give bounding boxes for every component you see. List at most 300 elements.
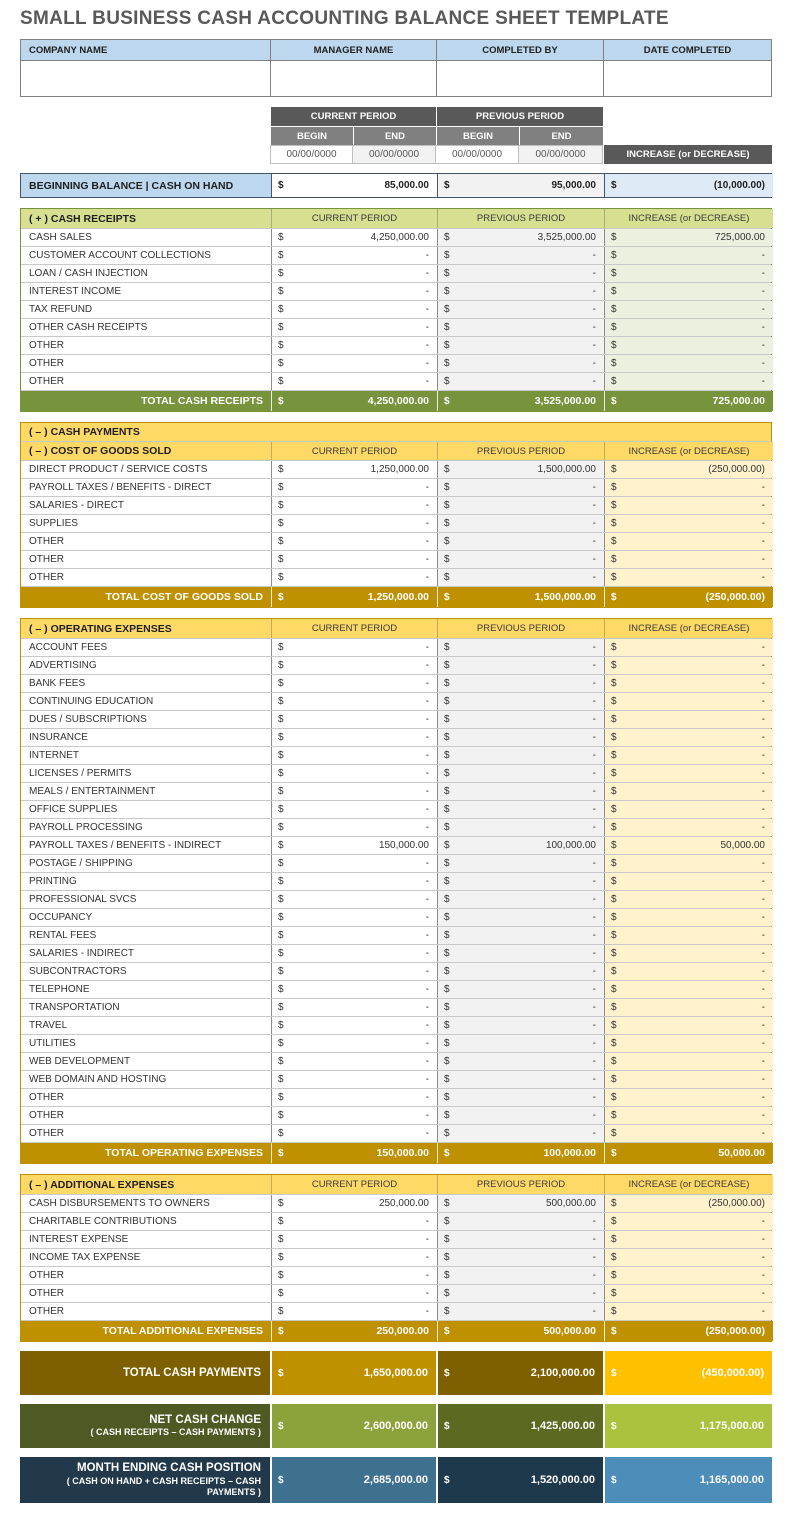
currency-symbol: $	[444, 1110, 450, 1121]
increase-decrease-cell[interactable]	[604, 999, 773, 1016]
section-header-row	[21, 441, 771, 460]
increase-decrease-cell[interactable]	[604, 479, 773, 496]
currency-symbol: $	[611, 768, 617, 779]
increase-decrease-cell[interactable]	[604, 1303, 773, 1320]
previous-period-cell[interactable]	[437, 657, 604, 674]
current-period-cell[interactable]	[271, 891, 437, 908]
amount: 50,000.00	[718, 1147, 765, 1159]
line-item-row	[21, 1248, 771, 1266]
line-item-label: PROFESSIONAL SVCS	[21, 891, 271, 908]
previous-period-cell[interactable]	[437, 301, 604, 318]
previous-period-cell[interactable]	[437, 693, 604, 710]
previous-period-cell[interactable]	[437, 1303, 604, 1320]
amount: -	[761, 1128, 765, 1139]
currency-symbol: $	[611, 948, 617, 959]
line-item-label: INTEREST INCOME	[21, 283, 271, 300]
previous-period-cell[interactable]	[437, 747, 604, 764]
currency-symbol: $	[278, 1020, 284, 1031]
amount: -	[592, 1038, 596, 1049]
increase-decrease-cell[interactable]	[604, 569, 773, 586]
increase-decrease-cell[interactable]	[604, 873, 773, 890]
increase-decrease-cell[interactable]	[604, 927, 773, 944]
current-period-cell[interactable]	[271, 945, 437, 962]
previous-period-cell[interactable]	[437, 711, 604, 728]
current-period-cell[interactable]	[271, 999, 437, 1016]
previous-period-cell[interactable]	[437, 461, 604, 478]
currency-symbol: $	[278, 322, 284, 333]
current-period-cell[interactable]	[271, 1213, 437, 1230]
increase-decrease-cell[interactable]	[604, 319, 773, 336]
increase-decrease-cell[interactable]	[604, 693, 773, 710]
summary-label: MONTH ENDING CASH POSITION	[76, 1462, 261, 1475]
currency-symbol: $	[444, 1420, 450, 1432]
amount: -	[425, 984, 429, 995]
previous-period-cell[interactable]	[437, 1249, 604, 1266]
current-period-cell[interactable]	[271, 765, 437, 782]
current-period-cell[interactable]	[271, 747, 437, 764]
currency-symbol: $	[444, 1288, 450, 1299]
line-item-row	[21, 764, 771, 782]
currency-symbol: $	[278, 1092, 284, 1103]
currency-symbol: $	[444, 642, 450, 653]
amount: -	[425, 696, 429, 707]
amount: 1,250,000.00	[367, 591, 429, 603]
previous-begin-date-field[interactable]: 00/00/0000	[436, 145, 519, 164]
previous-period-column-header: PREVIOUS PERIOD	[437, 209, 604, 228]
currency-symbol: $	[611, 518, 617, 529]
line-item-label: TAX REFUND	[21, 301, 271, 318]
currency-symbol: $	[444, 572, 450, 583]
amount: (10,000.00)	[713, 180, 765, 191]
previous-period-cell[interactable]	[437, 551, 604, 568]
currency-symbol: $	[278, 768, 284, 779]
previous-period-column-header: PREVIOUS PERIOD	[437, 619, 604, 638]
increase-decrease-cell[interactable]	[604, 909, 773, 926]
period-spacer	[20, 126, 270, 145]
current-period-cell[interactable]	[271, 1195, 437, 1212]
previous-period-cell[interactable]	[437, 855, 604, 872]
currency-symbol: $	[278, 750, 284, 761]
previous-period-cell[interactable]	[437, 729, 604, 746]
increase-decrease-cell[interactable]	[604, 963, 773, 980]
previous-period-cell[interactable]	[437, 533, 604, 550]
currency-symbol: $	[444, 1002, 450, 1013]
company-name-field[interactable]	[21, 61, 270, 96]
line-item-row	[21, 836, 771, 854]
amount: 250,000.00	[376, 1325, 429, 1337]
currency-symbol: $	[278, 1288, 284, 1299]
amount: -	[592, 358, 596, 369]
previous-period-cell[interactable]	[437, 479, 604, 496]
amount: -	[592, 268, 596, 279]
amount: -	[592, 912, 596, 923]
line-item-row	[21, 674, 771, 692]
line-item-row	[21, 354, 771, 372]
current-period-column-header: CURRENT PERIOD	[271, 1175, 437, 1194]
increase-decrease-cell[interactable]	[604, 981, 773, 998]
previous-period-cell[interactable]	[437, 945, 604, 962]
previous-period-cell[interactable]	[437, 1017, 604, 1034]
previous-period-cell[interactable]	[437, 765, 604, 782]
increase-decrease-header: INCREASE (or DECREASE)	[604, 145, 772, 164]
current-period-cell[interactable]	[271, 229, 437, 246]
current-period-cell[interactable]	[271, 1053, 437, 1070]
previous-period-cell[interactable]	[437, 497, 604, 514]
increase-decrease-cell[interactable]	[604, 747, 773, 764]
increase-decrease-cell[interactable]	[604, 639, 773, 656]
previous-period-cell[interactable]	[437, 355, 604, 372]
company-name-header: COMPANY NAME	[21, 40, 270, 60]
increase-decrease-cell[interactable]	[604, 783, 773, 800]
current-period-cell[interactable]	[271, 801, 437, 818]
total-previous-cell	[437, 1321, 604, 1341]
increase-decrease-cell[interactable]	[604, 891, 773, 908]
line-item-label: OTHER	[21, 337, 271, 354]
increase-decrease-cell[interactable]	[604, 301, 773, 318]
currency-symbol: $	[444, 232, 450, 243]
current-period-cell[interactable]	[271, 1071, 437, 1088]
increase-decrease-cell[interactable]	[604, 497, 773, 514]
current-period-cell[interactable]	[271, 1107, 437, 1124]
line-item-row	[21, 336, 771, 354]
currency-symbol: $	[278, 966, 284, 977]
previous-period-cell[interactable]	[437, 1089, 604, 1106]
amount: -	[592, 876, 596, 887]
previous-period-cell[interactable]	[437, 1231, 604, 1248]
increase-decrease-cell[interactable]	[604, 1053, 773, 1070]
current-period-cell[interactable]	[271, 981, 437, 998]
currency-symbol: $	[444, 786, 450, 797]
current-period-cell[interactable]	[271, 1267, 437, 1284]
amount: -	[592, 1216, 596, 1227]
current-period-cell[interactable]	[271, 265, 437, 282]
previous-period-cell[interactable]	[437, 1035, 604, 1052]
currency-symbol: $	[611, 1474, 617, 1486]
current-period-cell[interactable]	[271, 657, 437, 674]
summary-increase-cell	[605, 1404, 772, 1448]
manager-name-field[interactable]	[270, 61, 436, 96]
current-period-cell[interactable]	[271, 355, 437, 372]
increase-decrease-cell[interactable]	[604, 1107, 773, 1124]
previous-period-cell[interactable]	[437, 675, 604, 692]
currency-symbol: $	[444, 1216, 450, 1227]
line-item-row	[21, 656, 771, 674]
currency-symbol: $	[444, 536, 450, 547]
company-info-header-row	[21, 40, 771, 60]
currency-symbol: $	[611, 1038, 617, 1049]
currency-symbol: $	[611, 1002, 617, 1013]
increase-decrease-cell[interactable]	[604, 1285, 773, 1302]
currency-symbol: $	[611, 250, 617, 261]
increase-decrease-cell[interactable]	[604, 765, 773, 782]
increase-decrease-cell[interactable]	[604, 657, 773, 674]
previous-period-cell[interactable]	[437, 1213, 604, 1230]
previous-period-cell[interactable]	[437, 1107, 604, 1124]
previous-period-cell[interactable]	[437, 963, 604, 980]
current-period-cell[interactable]	[271, 533, 437, 550]
current-period-cell[interactable]	[271, 675, 437, 692]
previous-period-cell[interactable]	[437, 265, 604, 282]
completed-by-field[interactable]	[436, 61, 603, 96]
currency-symbol: $	[278, 858, 284, 869]
current-period-cell[interactable]	[271, 1017, 437, 1034]
currency-symbol: $	[611, 786, 617, 797]
increase-decrease-cell[interactable]	[604, 675, 773, 692]
current-period-cell[interactable]	[271, 873, 437, 890]
currency-symbol: $	[278, 1234, 284, 1245]
current-begin-date-field[interactable]: 00/00/0000	[270, 145, 353, 164]
current-period-cell[interactable]	[271, 319, 437, 336]
amount: -	[425, 500, 429, 511]
increase-decrease-cell[interactable]	[604, 337, 773, 354]
current-period-cell[interactable]	[271, 461, 437, 478]
increase-decrease-cell[interactable]	[604, 837, 773, 854]
amount: -	[425, 858, 429, 869]
line-item-label: PAYROLL TAXES / BENEFITS - DIRECT	[21, 479, 271, 496]
currency-symbol: $	[444, 1474, 450, 1486]
current-period-cell[interactable]	[271, 927, 437, 944]
increase-decrease-cell[interactable]	[604, 1249, 773, 1266]
previous-period-cell[interactable]	[437, 337, 604, 354]
currency-symbol: $	[444, 1038, 450, 1049]
increase-decrease-cell[interactable]	[604, 283, 773, 300]
line-item-label: TELEPHONE	[21, 981, 271, 998]
previous-period-cell[interactable]	[437, 873, 604, 890]
currency-symbol: $	[611, 930, 617, 941]
line-item-row	[21, 926, 771, 944]
current-period-cell[interactable]	[271, 1231, 437, 1248]
currency-symbol: $	[444, 1092, 450, 1103]
current-period-cell[interactable]	[271, 1125, 437, 1142]
previous-period-cell[interactable]	[437, 283, 604, 300]
current-period-cell[interactable]	[271, 479, 437, 496]
currency-symbol: $	[278, 912, 284, 923]
currency-symbol: $	[278, 930, 284, 941]
amount: -	[761, 1234, 765, 1245]
amount: 2,685,000.00	[363, 1474, 428, 1486]
period-dates-row	[20, 145, 772, 164]
amount: -	[592, 930, 596, 941]
amount: -	[425, 1234, 429, 1245]
increase-decrease-cell[interactable]	[604, 819, 773, 836]
section-total-row	[21, 1320, 771, 1341]
currency-symbol: $	[444, 804, 450, 815]
line-item-label: CASH SALES	[21, 229, 271, 246]
line-item-row	[21, 890, 771, 908]
line-item-row	[21, 460, 771, 478]
currency-symbol: $	[611, 1092, 617, 1103]
previous-period-cell[interactable]	[437, 639, 604, 656]
previous-period-cell[interactable]	[437, 801, 604, 818]
amount: -	[761, 894, 765, 905]
currency-symbol: $	[444, 1056, 450, 1067]
currency-symbol: $	[611, 732, 617, 743]
current-period-cell[interactable]	[271, 337, 437, 354]
current-period-cell[interactable]	[271, 569, 437, 586]
previous-period-cell[interactable]	[437, 819, 604, 836]
beginning-balance-previous-cell[interactable]	[437, 174, 604, 197]
current-period-cell[interactable]	[271, 783, 437, 800]
increase-decrease-cell[interactable]	[604, 711, 773, 728]
previous-period-cell[interactable]	[437, 1053, 604, 1070]
previous-period-cell[interactable]	[437, 837, 604, 854]
line-item-row	[21, 962, 771, 980]
current-period-cell[interactable]	[271, 551, 437, 568]
currency-symbol: $	[278, 1216, 284, 1227]
current-period-cell[interactable]	[271, 301, 437, 318]
previous-period-cell[interactable]	[437, 319, 604, 336]
line-item-row	[21, 692, 771, 710]
increase-decrease-cell[interactable]	[604, 1213, 773, 1230]
summary-label: TOTAL CASH PAYMENTS	[122, 1366, 261, 1379]
previous-period-cell[interactable]	[437, 1125, 604, 1142]
increase-decrease-cell[interactable]	[604, 265, 773, 282]
amount: -	[592, 678, 596, 689]
increase-decrease-cell[interactable]	[604, 1231, 773, 1248]
amount: -	[425, 876, 429, 887]
increase-decrease-cell[interactable]	[604, 355, 773, 372]
increase-decrease-cell[interactable]	[604, 461, 773, 478]
currency-symbol: $	[444, 1020, 450, 1031]
amount: -	[761, 1056, 765, 1067]
current-period-cell[interactable]	[271, 497, 437, 514]
increase-decrease-cell[interactable]	[604, 247, 773, 264]
increase-decrease-cell[interactable]	[604, 729, 773, 746]
increase-decrease-cell[interactable]	[604, 1089, 773, 1106]
summary-label-cell	[20, 1457, 270, 1503]
current-end-header: END	[353, 126, 436, 145]
current-period-cell[interactable]	[271, 693, 437, 710]
increase-decrease-cell[interactable]	[604, 533, 773, 550]
period-title-row	[20, 107, 772, 126]
current-period-cell[interactable]	[271, 1285, 437, 1302]
current-period-cell[interactable]	[271, 247, 437, 264]
increase-decrease-cell[interactable]	[604, 855, 773, 872]
line-item-row	[21, 568, 771, 586]
previous-period-cell[interactable]	[437, 515, 604, 532]
amount: -	[761, 376, 765, 387]
currency-symbol: $	[444, 518, 450, 529]
increase-decrease-cell[interactable]	[604, 1017, 773, 1034]
previous-period-cell[interactable]	[437, 1071, 604, 1088]
current-period-cell[interactable]	[271, 855, 437, 872]
current-period-cell[interactable]	[271, 729, 437, 746]
amount: -	[425, 678, 429, 689]
previous-period-cell[interactable]	[437, 783, 604, 800]
currency-symbol: $	[611, 1020, 617, 1031]
currency-symbol: $	[611, 180, 617, 191]
date-completed-field[interactable]	[603, 61, 771, 96]
amount: -	[592, 536, 596, 547]
current-period-cell[interactable]	[271, 1035, 437, 1052]
line-item-row	[21, 818, 771, 836]
previous-period-cell[interactable]	[437, 229, 604, 246]
current-end-date-field[interactable]: 00/00/0000	[353, 145, 436, 164]
line-item-row	[21, 800, 771, 818]
previous-end-header: END	[519, 126, 603, 145]
increase-decrease-cell[interactable]	[604, 1125, 773, 1142]
line-item-row	[21, 228, 771, 246]
amount: -	[425, 1002, 429, 1013]
increase-decrease-cell[interactable]	[604, 229, 773, 246]
line-item-label: INCOME TAX EXPENSE	[21, 1249, 271, 1266]
previous-period-cell[interactable]	[437, 1267, 604, 1284]
amount: -	[592, 1092, 596, 1103]
increase-decrease-cell[interactable]	[604, 1071, 773, 1088]
increase-decrease-cell[interactable]	[604, 945, 773, 962]
amount: -	[761, 268, 765, 279]
increase-decrease-cell[interactable]	[604, 1195, 773, 1212]
previous-period-cell[interactable]	[437, 999, 604, 1016]
current-period-cell[interactable]	[271, 515, 437, 532]
increase-decrease-cell[interactable]	[604, 801, 773, 818]
previous-period-cell[interactable]	[437, 373, 604, 390]
line-item-label: POSTAGE / SHIPPING	[21, 855, 271, 872]
beginning-balance-current-cell[interactable]	[271, 174, 437, 197]
amount: -	[425, 894, 429, 905]
increase-decrease-cell[interactable]	[604, 373, 773, 390]
line-item-row	[21, 372, 771, 390]
previous-period-cell[interactable]	[437, 1285, 604, 1302]
previous-end-date-field[interactable]: 00/00/0000	[519, 145, 603, 164]
increase-decrease-cell[interactable]	[604, 515, 773, 532]
amount: -	[761, 786, 765, 797]
current-period-cell[interactable]	[271, 963, 437, 980]
increase-decrease-cell[interactable]	[604, 1267, 773, 1284]
current-period-cell[interactable]	[271, 711, 437, 728]
section-cash-receipts	[20, 208, 772, 412]
cash-payments-group-header	[21, 423, 771, 441]
currency-symbol: $	[278, 1074, 284, 1085]
currency-symbol: $	[278, 268, 284, 279]
current-period-cell[interactable]	[271, 837, 437, 854]
amount: -	[761, 358, 765, 369]
currency-symbol: $	[444, 732, 450, 743]
amount: -	[761, 804, 765, 815]
previous-period-cell[interactable]	[437, 569, 604, 586]
previous-period-cell[interactable]	[437, 909, 604, 926]
line-item-label: INTERNET	[21, 747, 271, 764]
line-item-row	[21, 1088, 771, 1106]
current-period-cell[interactable]	[271, 819, 437, 836]
current-period-cell[interactable]	[271, 373, 437, 390]
previous-period-cell[interactable]	[437, 981, 604, 998]
increase-decrease-cell[interactable]	[604, 551, 773, 568]
amount: -	[425, 1128, 429, 1139]
line-item-row	[21, 944, 771, 962]
beginning-balance-row	[20, 173, 772, 198]
previous-period-cell[interactable]	[437, 927, 604, 944]
amount: -	[592, 482, 596, 493]
current-period-cell[interactable]	[271, 1249, 437, 1266]
previous-period-cell[interactable]	[437, 891, 604, 908]
current-period-cell[interactable]	[271, 639, 437, 656]
line-item-row	[21, 1302, 771, 1320]
previous-period-cell[interactable]	[437, 1195, 604, 1212]
current-period-cell[interactable]	[271, 909, 437, 926]
currency-symbol: $	[444, 268, 450, 279]
current-period-cell[interactable]	[271, 1089, 437, 1106]
amount: -	[761, 482, 765, 493]
current-period-cell[interactable]	[271, 283, 437, 300]
increase-decrease-cell[interactable]	[604, 1035, 773, 1052]
currency-symbol: $	[278, 822, 284, 833]
currency-symbol: $	[278, 1252, 284, 1263]
previous-period-cell[interactable]	[437, 247, 604, 264]
current-period-cell[interactable]	[271, 1303, 437, 1320]
line-item-row	[21, 746, 771, 764]
line-item-row	[21, 478, 771, 496]
